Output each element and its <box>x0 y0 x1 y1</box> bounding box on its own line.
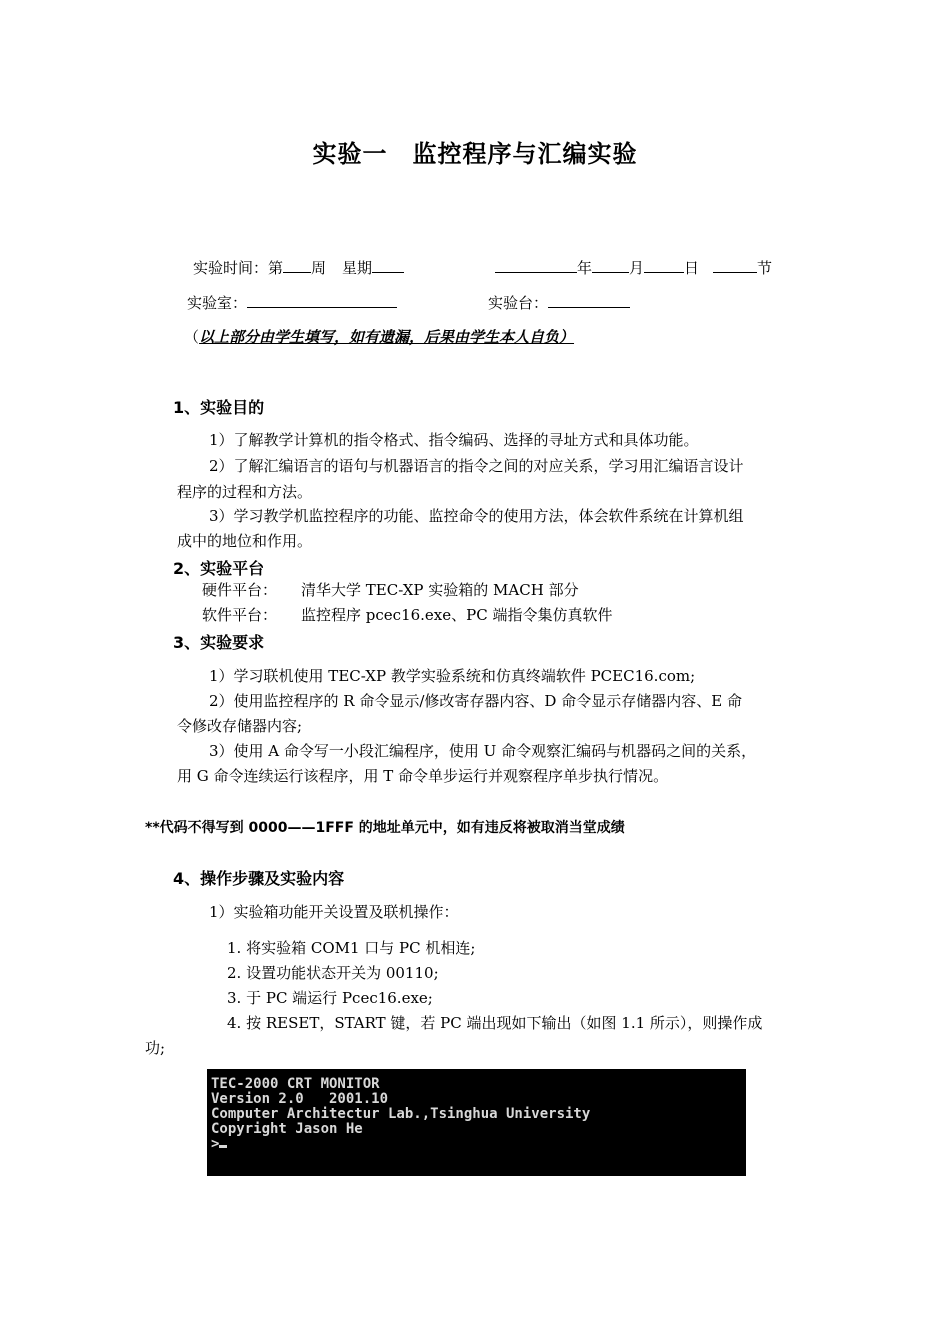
fill-note <box>184 326 574 347</box>
procedure-step: 2. 设置功能状态开关为 00110; <box>227 964 439 982</box>
note-paren: （ <box>184 328 200 346</box>
software-label: 软件平台： <box>202 606 278 624</box>
terminal-line: Version 2.0 2001.10 <box>211 1091 389 1107</box>
procedure-step: 3. 于 PC 端运行 Pcec16.exe; <box>227 989 433 1007</box>
hardware-label: 硬件平台： <box>202 581 278 599</box>
day-label: 日 <box>684 259 700 277</box>
requirement-item-cont: 用 G 命令连续运行该程序，用 T 命令单步运行并观察程序单步执行情况。 <box>177 767 669 785</box>
week-label: 周 <box>311 259 327 277</box>
requirement-item-cont: 令修改存储器内容; <box>177 717 303 735</box>
purpose-item: 1）了解教学计算机的指令格式、指令编码、选择的寻址方式和具体功能。 <box>209 431 699 449</box>
terminal-line: TEC-2000 CRT MONITOR <box>211 1076 380 1092</box>
day-blank[interactable] <box>644 258 684 273</box>
section-heading-purpose: 1、实验目的 <box>173 398 265 417</box>
month-label: 月 <box>629 259 645 277</box>
section-heading-procedure: 4、操作步骤及实验内容 <box>173 869 345 888</box>
procedure-step: 1. 将实验箱 COM1 口与 PC 机相连; <box>227 939 476 957</box>
address-warning: **代码不得写到 0000——1FFF 的地址单元中，如有违反将被取消当堂成绩 <box>145 820 625 836</box>
lab-bench-label: 实验台： <box>488 294 549 312</box>
lab-room-label: 实验室： <box>187 294 248 312</box>
requirement-item: 1）学习联机使用 TEC-XP 教学实验系统和仿真终端软件 PCEC16.com; <box>209 667 696 685</box>
note-text: 以上部分由学生填写，如有遗漏，后果由学生本人自负） <box>199 328 575 346</box>
lab-room-blank[interactable] <box>247 293 397 308</box>
lab-bench-blank[interactable] <box>548 293 630 308</box>
terminal-screenshot <box>207 1069 746 1176</box>
weekday-label: 星期 <box>342 259 373 277</box>
requirement-item: 3）使用 A 命令写一小段汇编程序，使用 U 命令观察汇编码与机器码之间的关系， <box>209 742 757 760</box>
terminal-line: Copyright Jason He <box>211 1121 363 1137</box>
procedure-step: 4. 按 RESET，START 键，若 PC 端出现如下输出（如图 1.1 所示），则操作成 <box>227 1014 763 1032</box>
purpose-item-cont: 成中的地位和作用。 <box>177 532 313 550</box>
lab-time-label: 实验时间：第 <box>193 259 284 277</box>
purpose-item: 2）了解汇编语言的语句与机器语言的指令之间的对应关系，学习用汇编语言设计 <box>209 457 744 475</box>
lab-room-row <box>187 292 397 313</box>
week-blank[interactable] <box>283 258 311 273</box>
lab-time-row <box>193 257 404 278</box>
section-heading-platform: 2、实验平台 <box>173 559 265 578</box>
hardware-platform <box>202 578 579 602</box>
section-heading-requirements: 3、实验要求 <box>173 633 265 652</box>
procedure-step-cont: 功; <box>145 1039 166 1057</box>
year-label: 年 <box>577 259 593 277</box>
year-blank[interactable] <box>495 258 577 273</box>
cursor-icon <box>219 1145 227 1148</box>
page-title: 实验一 监控程序与汇编实验 <box>312 140 638 168</box>
purpose-item-cont: 程序的过程和方法。 <box>177 483 313 501</box>
terminal-prompt: > <box>211 1136 220 1152</box>
purpose-item: 3）学习教学机监控程序的功能、监控命令的使用方法，体会软件系统在计算机组 <box>209 507 744 525</box>
procedure-intro: 1）实验箱功能开关设置及联机操作： <box>209 903 459 921</box>
lab-bench-row <box>488 292 630 313</box>
hardware-value: 清华大学 TEC-XP 实验箱的 MACH 部分 <box>301 581 579 599</box>
software-value: 监控程序 pcec16.exe、PC 端指令集仿真软件 <box>301 606 613 624</box>
weekday-blank[interactable] <box>372 258 404 273</box>
period-label: 节 <box>757 259 773 277</box>
requirement-item: 2）使用监控程序的 R 命令显示/修改寄存器内容、D 命令显示存储器内容、E 命 <box>209 692 742 710</box>
period-blank[interactable] <box>713 258 757 273</box>
date-row <box>495 257 772 278</box>
software-platform <box>202 603 612 627</box>
month-blank[interactable] <box>592 258 629 273</box>
terminal-prompt-line <box>211 1137 746 1152</box>
terminal-line: Computer Architectur Lab.,Tsinghua University <box>211 1106 591 1122</box>
